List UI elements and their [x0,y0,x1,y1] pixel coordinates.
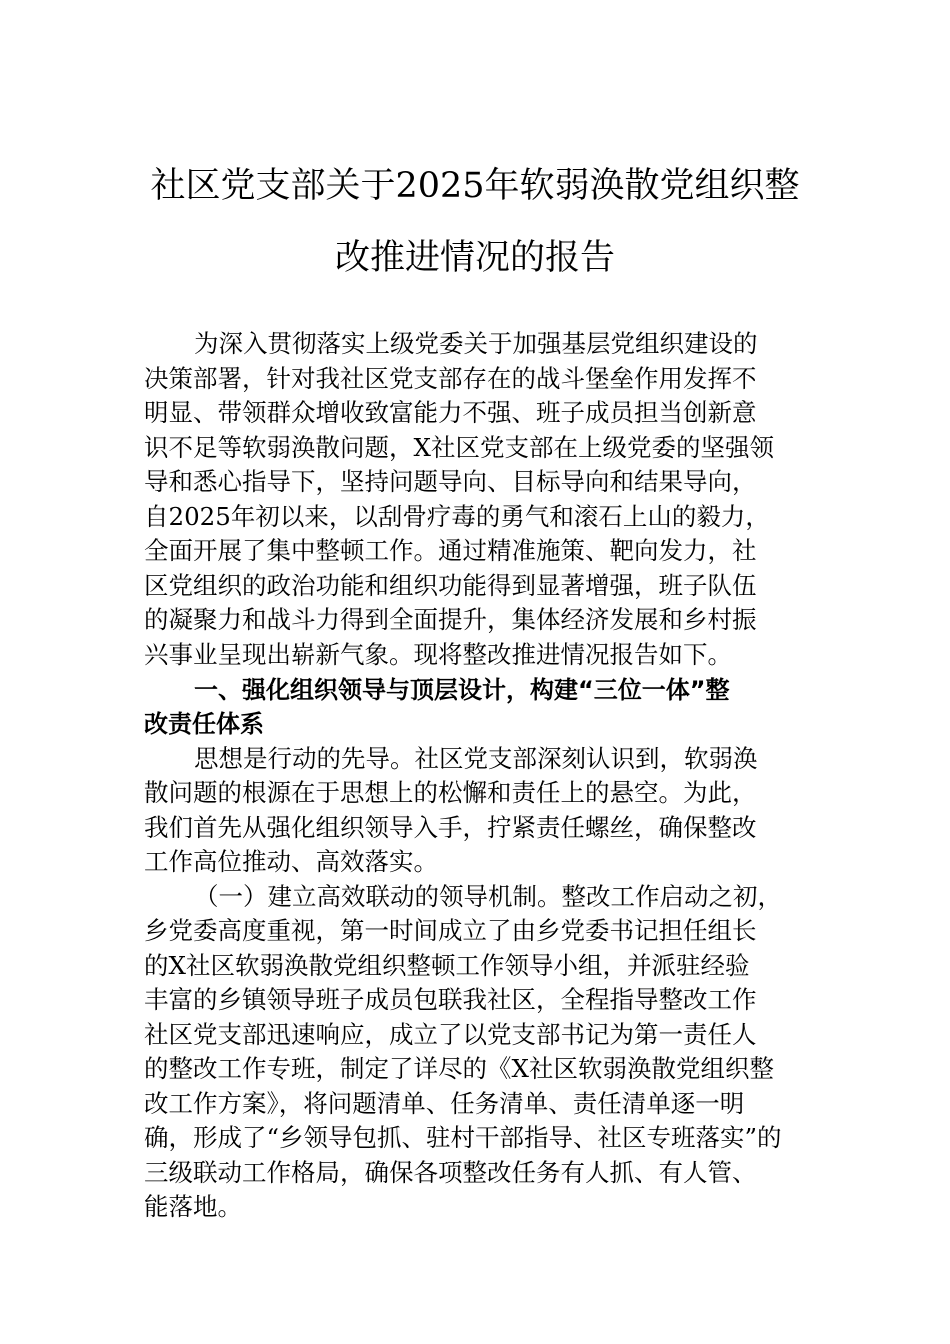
section-heading-line: 改责任体系 [144,710,264,738]
paragraph-line: （一）建立高效联动的领导机制。整改工作启动之初， [194,882,782,911]
paragraph-line: 思想是行动的先导。社区党支部深刻认识到，软弱涣 [194,744,758,773]
paragraph-line: 散问题的根源在于思想上的松懈和责任上的悬空。为此， [144,778,757,807]
paragraph-line: 确，形成了“乡领导包抓、驻村干部指导、社区专班落实”的 [144,1123,782,1152]
paragraph-line: 我们首先从强化组织领导入手，拧紧责任螺丝，确保整改 [144,813,757,842]
paragraph-line: 能落地。 [144,1192,242,1221]
paragraph-line: 的整改工作专班，制定了详尽的《X社区软弱涣散党组织整 [144,1054,774,1083]
paragraph-line: 改工作方案》，将问题清单、任务清单、责任清单逐一明 [144,1089,745,1118]
paragraph-line: 的X社区软弱涣散党组织整顿工作领导小组，并派驻经验 [144,951,750,980]
section-heading-line: 一、强化组织领导与顶层设计，构建“三位一体”整 [194,676,730,704]
paragraph-line: 社区党支部迅速响应，成立了以党支部书记为第一责任人 [144,1020,757,1049]
paragraph-line: 全面开展了集中整顿工作。通过精准施策、靶向发力，社 [144,536,757,565]
paragraph-line: 导和悉心指导下，坚持问题导向、目标导向和结果导向， [144,467,757,496]
paragraph-line: 丰富的乡镇领导班子成员包联我社区，全程指导整改工作 [144,985,757,1014]
document-title-line-1: 社区党支部关于2025年软弱涣散党组织整 [150,166,800,206]
paragraph-line: 自2025年初以来，以刮骨疗毒的勇气和滚石上山的毅力， [144,502,770,531]
paragraph-line: 决策部署，针对我社区党支部存在的战斗堡垒作用发挥不 [144,364,757,393]
paragraph-line: 的凝聚力和战斗力得到全面提升，集体经济发展和乡村振 [144,605,757,634]
document-title-line-2: 改推进情况的报告 [334,238,615,278]
paragraph-line: 工作高位推动、高效落实。 [144,847,438,876]
paragraph-line: 为深入贯彻落实上级党委关于加强基层党组织建设的 [194,329,758,358]
paragraph-line: 三级联动工作格局，确保各项整改任务有人抓、有人管、 [144,1158,757,1187]
paragraph-line: 区党组织的政治功能和组织功能得到显著增强，班子队伍 [144,571,757,600]
paragraph-line: 识不足等软弱涣散问题，X社区党支部在上级党委的坚强领 [144,433,774,462]
paragraph-line: 明显、带领群众增收致富能力不强、班子成员担当创新意 [144,398,757,427]
paragraph-line: 兴事业呈现出崭新气象。现将整改推进情况报告如下。 [144,640,732,669]
paragraph-line: 乡党委高度重视，第一时间成立了由乡党委书记担任组长 [144,916,757,945]
